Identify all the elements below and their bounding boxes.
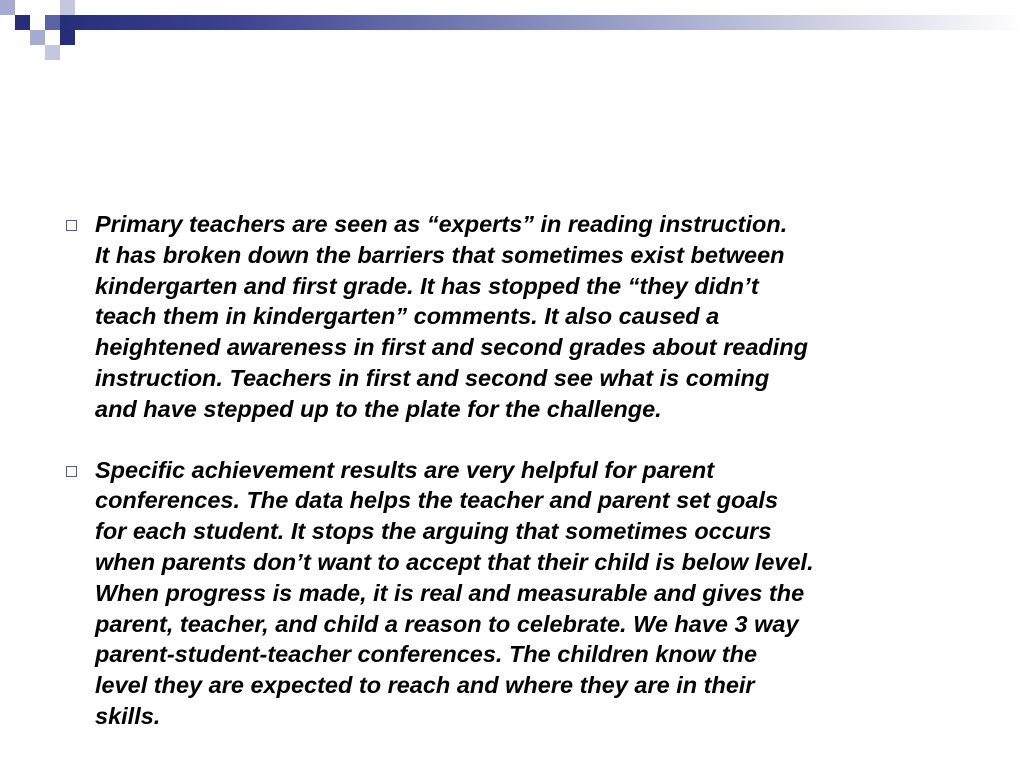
decor-square [60, 30, 75, 45]
decor-square [60, 0, 75, 15]
header-gradient-bar [60, 15, 1024, 30]
decor-square [45, 45, 60, 60]
bullet-text: Primary teachers are seen as “experts” in reading instruction. It has broken down the barriers that sometimes exist between kindergarten and first grade. It has stopped the “they didn’t teach them in kindergarten” comments. It also caused a heightened awareness in first and second grades about reading instruction. Teachers in first and second see what is coming and have stepped up to the plate for the challenge. [95, 211, 808, 422]
decor-square [30, 0, 45, 15]
bullet-text: Specific achievement results are very helpful for parent conferences. The data helps the teacher and parent set goals for each student. It stops the arguing that sometimes occurs when parents don’t want to accept that their child is below level. When progress is made, it is real and measurable and gives the parent, teacher, and child a reason to celebrate. We have 3 way parent-student-teacher conferences. The children know the level they are expected to reach and where they are in their skills. [95, 456, 814, 729]
corner-decoration [0, 0, 1024, 64]
decor-square [15, 15, 30, 30]
hollow-square-bullet-icon [66, 466, 77, 477]
bullet-item [66, 209, 986, 425]
decor-square [0, 0, 15, 15]
hollow-square-bullet-icon [66, 220, 77, 231]
slide-body [66, 209, 986, 762]
decor-square [30, 30, 45, 45]
decor-square [45, 15, 60, 30]
bullet-item [66, 455, 986, 732]
